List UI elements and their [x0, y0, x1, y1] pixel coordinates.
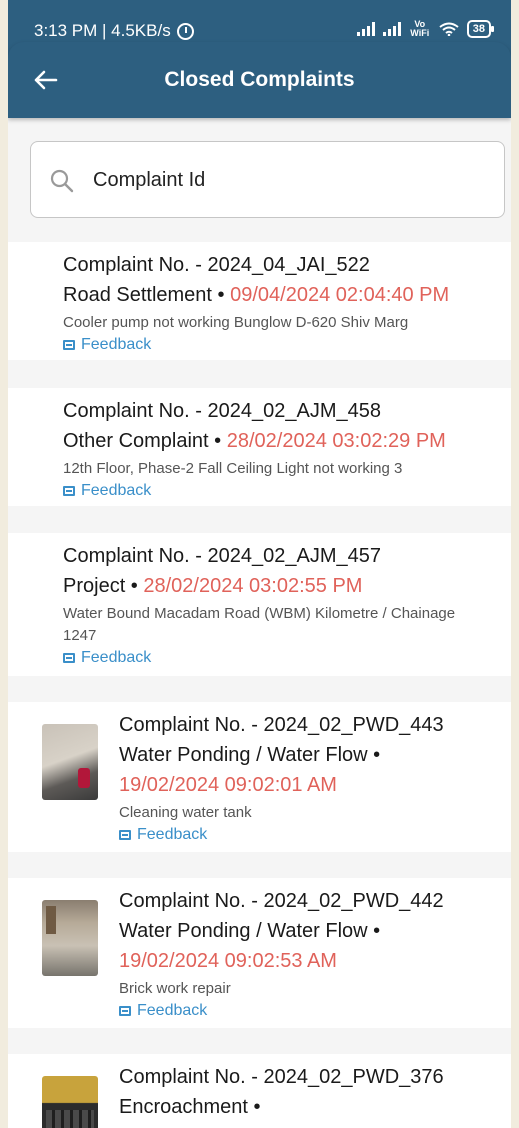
search-input[interactable]	[93, 160, 483, 200]
complaint-category-line	[63, 426, 501, 456]
complaint-card-text	[63, 541, 501, 669]
feedback-link[interactable]	[119, 824, 501, 846]
complaint-date: 28/02/2024 03:02:55 PM	[143, 575, 363, 597]
complaint-category: Water Ponding / Water Flow •	[119, 920, 381, 942]
complaint-date: 28/02/2024 03:02:29 PM	[226, 430, 446, 452]
chat-icon	[63, 486, 75, 496]
complaint-category-line	[63, 571, 501, 601]
complaint-date: 19/02/2024 09:02:53 AM	[119, 950, 337, 972]
feedback-label: Feedback	[137, 826, 208, 843]
complaint-description: Water Bound Macadam Road (WBM) Kilometre / Chainage 1247	[63, 605, 456, 644]
chat-icon	[63, 340, 75, 350]
complaint-card[interactable]	[8, 242, 511, 360]
complaint-card[interactable]	[8, 388, 511, 506]
page-title: Closed Complaints	[164, 68, 355, 91]
complaint-category: Other Complaint •	[63, 430, 222, 452]
complaint-description: Brick work repair	[119, 980, 231, 997]
feedback-link[interactable]	[119, 1000, 501, 1022]
complaint-number: Complaint No. - 2024_02_PWD_443	[119, 714, 444, 736]
wifi-icon	[439, 22, 459, 36]
feedback-link[interactable]	[63, 480, 501, 502]
chat-icon	[119, 1006, 131, 1016]
complaint-category: Water Ponding / Water Flow •	[119, 744, 381, 766]
complaint-number: Complaint No. - 2024_02_AJM_458	[63, 400, 381, 422]
search-box[interactable]	[30, 141, 505, 218]
signal-icon	[357, 22, 375, 36]
complaint-category: Encroachment •	[119, 1096, 261, 1118]
complaint-description: Cleaning water tank	[119, 804, 252, 821]
status-right	[357, 20, 491, 38]
complaint-number: Complaint No. - 2024_02_PWD_442	[119, 890, 444, 912]
chat-icon	[119, 830, 131, 840]
complaint-card[interactable]	[8, 1054, 511, 1128]
status-left	[34, 21, 194, 41]
complaint-number: Complaint No. - 2024_02_AJM_457	[63, 545, 381, 567]
complaint-card[interactable]	[8, 878, 511, 1028]
feedback-label: Feedback	[81, 336, 152, 353]
complaint-category: Road Settlement •	[63, 284, 225, 306]
complaint-description: Cooler pump not working Bunglow D-620 Shiv Marg	[63, 314, 409, 331]
complaint-thumbnail[interactable]	[42, 724, 98, 800]
battery-icon: 38	[467, 20, 491, 38]
complaint-date: 19/02/2024 09:02:01 AM	[119, 774, 337, 796]
feedback-link[interactable]	[63, 334, 501, 356]
complaint-card-text	[119, 886, 501, 1022]
vowifi-label: Vo WiFi	[410, 19, 430, 38]
complaint-category-line	[63, 280, 501, 310]
complaint-card-text	[119, 1062, 501, 1122]
feedback-link[interactable]	[63, 647, 501, 669]
phone-screen	[8, 0, 511, 1128]
complaint-date: 09/04/2024 02:04:40 PM	[230, 284, 450, 306]
complaint-number: Complaint No. - 2024_04_JAI_522	[63, 254, 370, 276]
complaint-description: 12th Floor, Phase-2 Fall Ceiling Light not working 3	[63, 460, 403, 477]
complaint-card[interactable]	[8, 533, 511, 676]
app-bar	[8, 42, 511, 118]
complaint-thumbnail[interactable]	[42, 900, 98, 976]
complaint-number: Complaint No. - 2024_02_PWD_376	[119, 1066, 444, 1088]
complaint-card-text	[63, 250, 501, 356]
chat-icon	[63, 653, 75, 663]
complaint-card[interactable]	[8, 702, 511, 852]
complaint-thumbnail[interactable]	[42, 1076, 98, 1128]
feedback-label: Feedback	[137, 1002, 208, 1019]
feedback-label: Feedback	[81, 482, 152, 499]
feedback-label: Feedback	[81, 649, 152, 666]
alarm-icon	[177, 23, 194, 40]
complaint-category: Project •	[63, 575, 138, 597]
signal-icon-2	[383, 22, 401, 36]
complaint-card-text	[63, 396, 501, 502]
search-icon	[49, 168, 75, 194]
status-time: 3:13 PM | 4.5KB/s	[34, 21, 171, 40]
complaint-card-text	[119, 710, 501, 846]
